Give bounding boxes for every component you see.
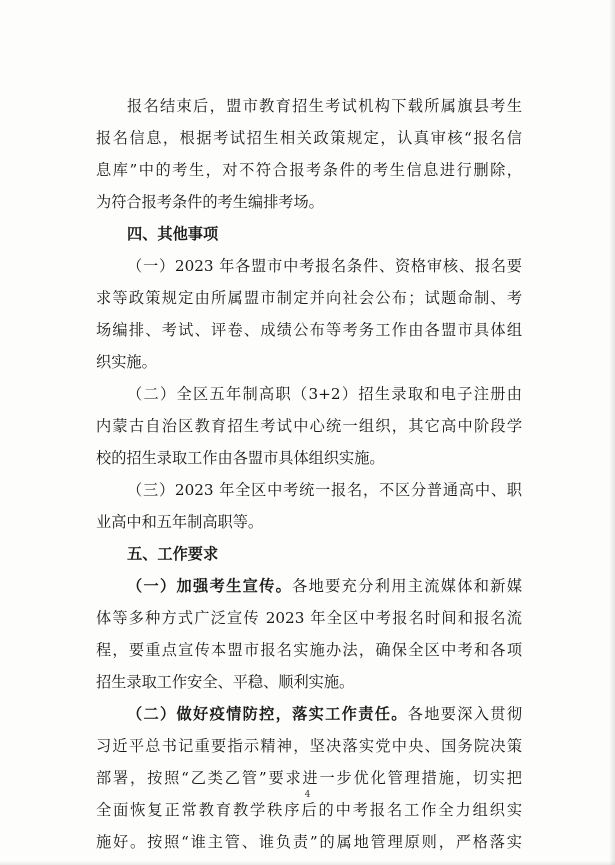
- section-heading-other-matters: 四、其他事项: [127, 225, 219, 243]
- paragraph-line: 报名信息，根据考试招生相关政策规定，认真审核“报名信: [96, 129, 522, 147]
- paragraph-line: 场编排、考试、评卷、成绩公布等考务工作由各盟市具体组: [96, 321, 522, 339]
- bold-lead-epidemic: （二）做好疫情防控，落实工作责任。: [127, 705, 408, 723]
- paragraph-line-rest: 各地要充分利用主流媒体和新媒: [292, 577, 523, 595]
- paragraph-line: 内蒙古自治区教育招生考试中心统一组织，其它高中阶段学: [96, 417, 522, 435]
- paragraph-line: 为符合报考条件的考生编排考场。: [96, 193, 324, 211]
- paragraph-line: （一）2023 年各盟市中考报名条件、资格审核、报名要: [127, 257, 522, 275]
- paragraph-line: 全面恢复正常教育教学秩序后的中考报名工作全力组织实: [96, 801, 522, 819]
- paragraph-line: [96, 570, 522, 602]
- paragraph-line-rest: 各地要深入贯彻: [407, 705, 523, 723]
- paragraph-line: （二）全区五年制高职（3+2）招生录取和电子注册由: [127, 385, 522, 403]
- paragraph-line: 织实施。: [96, 353, 157, 371]
- paragraph-line: 校的招生录取工作由各盟市具体组织实施。: [96, 449, 385, 467]
- document-body: [96, 90, 522, 858]
- paragraph-line: 报名结束后，盟市教育招生考试机构下载所属旗县考生: [127, 97, 522, 115]
- page-bottom-shadow: [0, 861, 615, 865]
- paragraph-line: 程，要重点宣传本盟市报名实施办法，确保全区中考和各项: [96, 641, 522, 659]
- paragraph-line: 求等政策规定由所属盟市制定并向社会公布；试题命制、考: [96, 289, 522, 307]
- paragraph-line: 习近平总书记重要指示精神，坚决落实党中央、国务院决策: [96, 737, 522, 755]
- page-edge-shadow: [609, 0, 615, 865]
- paragraph-line: 息库”中的考生，对不符合报考条件的考生信息进行删除，: [96, 161, 522, 179]
- paragraph-line: 部署，按照“乙类乙管”要求进一步优化管理措施，切实把: [96, 769, 522, 787]
- paragraph-line: 体等多种方式广泛宣传 2023 年全区中考报名时间和报名流: [96, 609, 522, 627]
- bold-lead-publicity: （一）加强考生宣传。: [127, 577, 293, 595]
- section-heading-work-requirements: 五、工作要求: [127, 545, 219, 563]
- paragraph-line: （三）2023 年全区中考统一报名，不区分普通高中、职: [127, 481, 522, 499]
- paragraph-line: [96, 698, 522, 730]
- paragraph-line: 施好。按照“谁主管、谁负责”的属地管理原则，严格落实: [96, 833, 522, 851]
- paragraph-line: 业高中和五年制高职等。: [96, 513, 264, 531]
- page-number: 4: [304, 790, 311, 800]
- paragraph-line: 招生录取工作安全、平稳、顺利实施。: [96, 673, 355, 691]
